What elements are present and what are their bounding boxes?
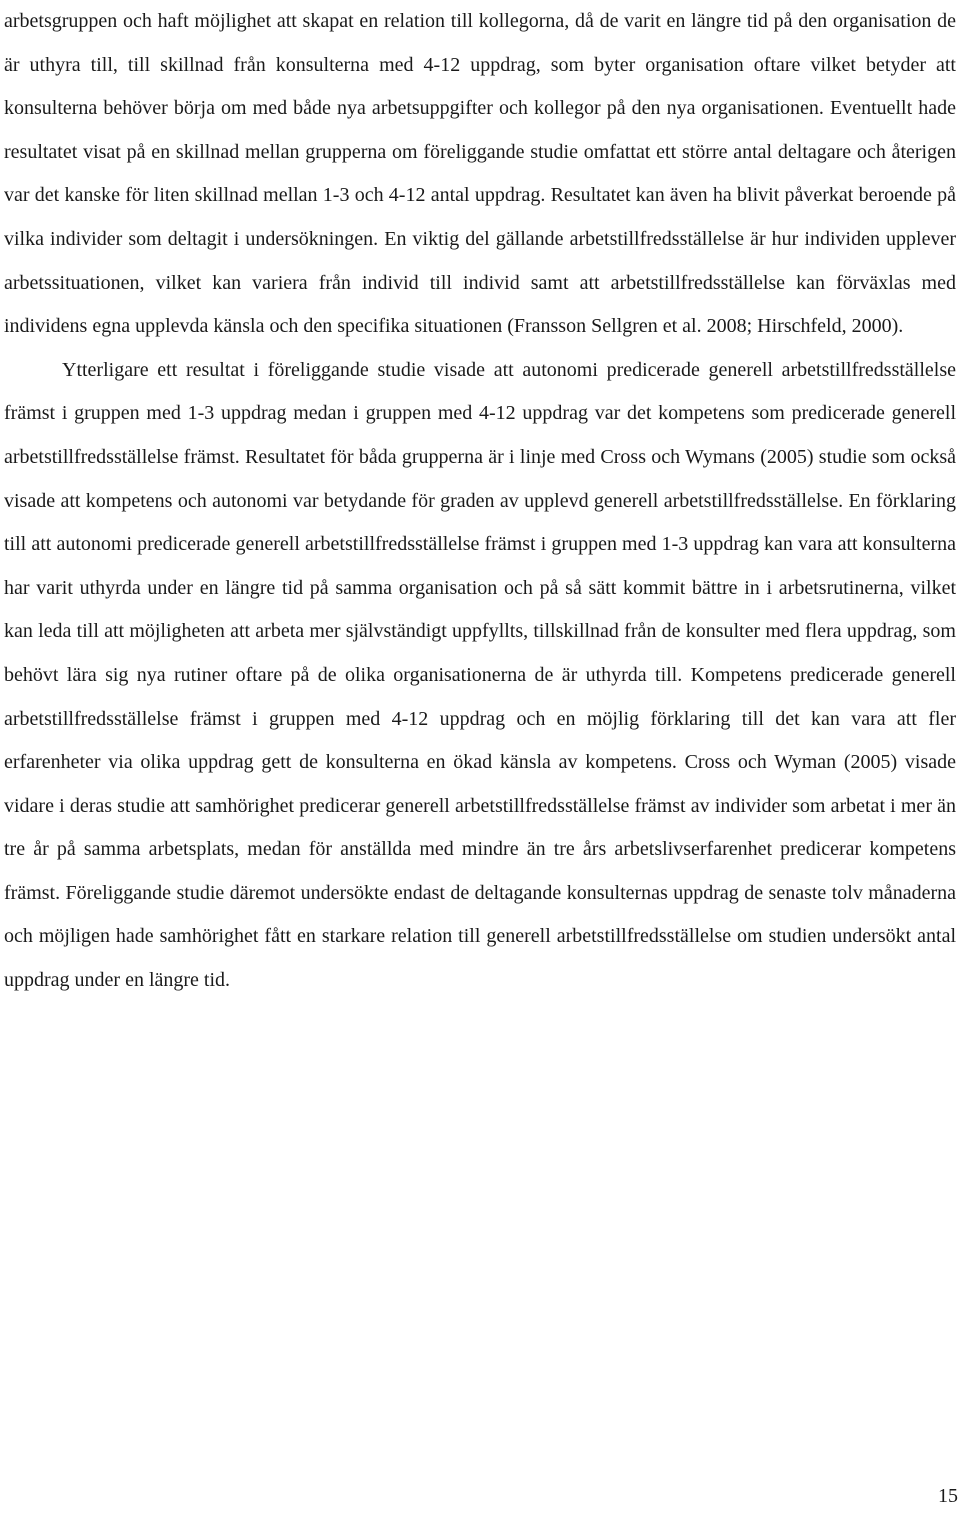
paragraph: Ytterligare ett resultat i föreliggande studie visade att autonomi predicerade generell arbetstillfredsställelse främst i gruppen med 1-3 uppdrag medan i gruppen med 4-12 uppdrag var det kompetens som predicerade generell arbetstillfredsställelse främst. Resultatet för båda grupperna är i linje med Cross och Wymans (2005) studie som också visade att kompetens och autonomi var betydande för graden av upplevd generell arbetstillfredsställelse. En förklaring till att autonomi predicerade generell arbetstillfredsställelse främst i gruppen med 1-3 uppdrag kan vara att konsulterna har varit uthyrda under en längre tid på samma organisation och på så sätt kommit bättre in i arbetsrutinerna, vilket kan leda till att möjligheten att arbeta mer självständigt uppfyllts, tillskillnad från de konsulter med flera uppdrag, som behövt lära sig nya rutiner oftare på de olika organisationerna de är uthyrda till. Kompetens predicerade generell arbetstillfredsställelse främst i gruppen med 4-12 uppdrag och en möjlig förklaring till det kan vara att fler erfarenheter via olika uppdrag gett de konsulterna en ökad känsla av kompetens. Cross och Wyman (2005) visade vidare i deras studie att samhörighet predicerar generell arbetstillfredsställelse främst av individer som arbetat i mer än tre år på samma arbetsplats, medan för anställda med mindre än tre års arbetslivserfarenhet predicerar kompetens främst. Föreliggande studie däremot undersökte endast de deltagande konsulternas uppdrag de senaste tolv månaderna och möjligen hade samhörighet fått en starkare relation till generell arbetstillfredsställelse om studien undersökt antal uppdrag under en längre tid. xyxy=(4,358,956,992)
body-text xyxy=(4,0,956,1003)
paragraph: arbetsgruppen och haft möjlighet att skapat en relation till kollegorna, då de varit en längre tid på den organisation de är uthyra till, till skillnad från konsulterna med 4-12 uppdrag, som byter organisation oftare vilket betyder att konsulterna behöver börja om med både nya arbetsuppgifter och kollegor på den nya organisationen. Eventuellt hade resultatet visat på en skillnad mellan grupperna om föreliggande studie omfattat ett större antal deltagare och återigen var det kanske för liten skillnad mellan 1-3 och 4-12 antal uppdrag. Resultatet kan även ha blivit påverkat beroende på vilka individer som deltagit i undersökningen. En viktig del gällande arbetstillfredsställelse är hur individen upplever arbetssituationen, vilket kan variera från individ till individ samt att arbetstillfredsställelse kan förväxlas med individens egna upplevda känsla och den specifika situationen (Fransson Sellgren et al. 2008; Hirschfeld, 2000). xyxy=(4,10,956,338)
page-number: 15 xyxy=(938,1485,958,1507)
